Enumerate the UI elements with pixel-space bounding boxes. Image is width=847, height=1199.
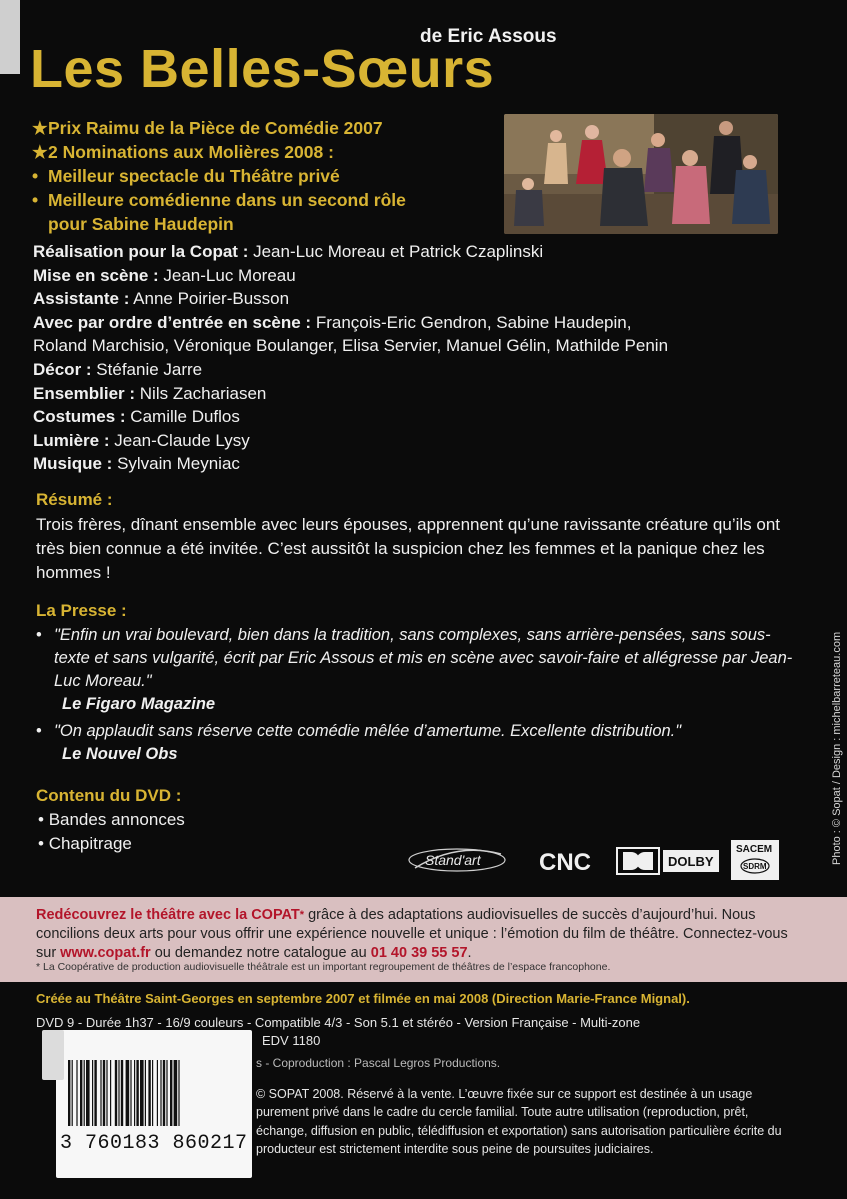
- credit-line: Avec par ordre d’entrée en scène : François-Eric Gendron, Sabine Haudepin,: [33, 312, 632, 332]
- dolby-label: DOLBY: [668, 854, 714, 869]
- list-item: • Bandes annonces: [38, 810, 185, 829]
- award-item: ★Prix Raimu de la Pièce de Comédie 2007: [32, 118, 383, 138]
- promo-footnote: * La Coopérative de production audiovisuelle théâtrale est un important regroupement de théâtres de l’espace francophone.: [36, 961, 611, 973]
- author-line: de Eric Assous: [420, 26, 557, 47]
- stage-photo: [504, 114, 778, 234]
- press-quote: • "On applaudit sans réserve cette comédie mêlée d’amertume. Excellente distribution." Le Nouvel Obs: [36, 720, 796, 766]
- press-heading: La Presse :: [36, 601, 127, 620]
- credit-line: Musique : Sylvain Meyniac: [33, 454, 240, 474]
- logos-row: [405, 838, 785, 882]
- award-item: • Meilleure comédienne dans un second rôle: [32, 190, 406, 210]
- promo-url[interactable]: www.copat.fr: [60, 945, 151, 961]
- credits-block: [33, 240, 813, 476]
- sacem-label: SACEM: [736, 844, 773, 855]
- standart-logo: [409, 849, 505, 871]
- list-item: • Chapitrage: [38, 834, 132, 853]
- sdrm-label: SDRM: [743, 862, 767, 871]
- photo-credit: [826, 570, 846, 870]
- award-item: pour Sabine Haudepin: [48, 214, 234, 234]
- credit-line: Mise en scène : Jean-Luc Moreau: [33, 265, 296, 285]
- award-item: • Meilleur spectacle du Théâtre privé: [32, 166, 340, 186]
- resume-heading: Résumé :: [36, 490, 113, 509]
- page-title: Les Belles-Sœurs: [30, 39, 495, 99]
- awards-list: [32, 116, 502, 236]
- credit-line: Lumière : Jean-Claude Lysy: [33, 430, 250, 450]
- barcode-number: 3 760183 860217: [60, 1132, 248, 1155]
- tech-specs: DVD 9 - Durée 1h37 - 16/9 couleurs - Compatible 4/3 - Son 5.1 et stéréo - Version Française - Multi-zone EDV 1180: [36, 1015, 641, 1048]
- creation-note: Créée au Théâtre Saint-Georges en septembre 2007 et filmée en mai 2008 (Direction Marie-France Mignal).: [36, 991, 690, 1006]
- photo-credit-text: Photo : © Sopat / Design : michelbarreteau.com: [831, 631, 843, 865]
- tape-strip: [0, 0, 20, 74]
- dvd-content-heading: Contenu du DVD :: [36, 786, 182, 805]
- promo-phone: 01 40 39 55 57: [370, 945, 468, 961]
- resume-text: Trois frères, dînant ensemble avec leurs épouses, apprennent qu’une ravissante créature qu’ils ont très bien connue a été invitée. C’est aussitôt la suspicion chez les femmes et la panique chez les hommes !: [36, 515, 781, 582]
- standart-label: Stand'art: [425, 852, 481, 868]
- promo-text: Redécouvrez le théâtre avec la COPAT* grâce à des adaptations audiovisuelles de succès d’aujourd’hui. Nous concilions deux arts pour vous offrir une expérience nouvelle et unique : l’émotion du film de théâtre. Connectez-vous sur www.copat.fr ou demandez notre catalogue au 01 40 39 55 57.: [36, 907, 788, 961]
- credit-line: Réalisation pour la Copat : Jean-Luc Moreau et Patrick Czaplinski: [33, 242, 544, 261]
- press-source: Le Figaro Magazine: [62, 695, 216, 713]
- credit-line: Décor : Stéfanie Jarre: [33, 359, 203, 379]
- credit-line: Costumes : Camille Duflos: [33, 407, 240, 427]
- press-source: Le Nouvel Obs: [62, 745, 178, 763]
- sacem-logo: [731, 840, 779, 880]
- cnc-logo: [539, 849, 591, 876]
- cnc-label: CNC: [539, 849, 591, 876]
- promo-band: [0, 897, 847, 982]
- award-item: ★2 Nominations aux Molières 2008 :: [32, 142, 334, 162]
- dvd-content-list: [38, 808, 185, 856]
- legal-notice: © SOPAT 2008. Réservé à la vente. L’œuvre fixée sur ce support est destinée à un usage purement privé dans le cadre du cercle familial. Toute autre utilisation (reproduction, prêt, échange, diffusion en public, télédiffusion et exportation) sans autorisation particulière écrite du producteur est strictement interdite sous peine de poursuites judiciaires.: [256, 1087, 782, 1157]
- credit-line: Ensemblier : Nils Zachariasen: [33, 383, 267, 403]
- barcode: [64, 1060, 244, 1130]
- credit-line: Roland Marchisio, Véronique Boulanger, Elisa Servier, Manuel Gélin, Mathilde Penin: [33, 336, 669, 356]
- coproduction-note: s - Coproduction : Pascal Legros Productions.: [256, 1056, 501, 1070]
- barcode-sticker: [56, 1030, 252, 1178]
- dolby-logo: [617, 848, 719, 874]
- credit-line: Assistante : Anne Poirier-Busson: [33, 289, 290, 309]
- press-quote: • "Enfin un vrai boulevard, bien dans la tradition, sans complexes, sans arrière-pensées, sans sous-texte et sans vulgarité, écrit par Eric Assous et mis en scène avec savoir-faire et allégresse par Jean-Luc Moreau." Le Figaro Magazine: [36, 624, 796, 716]
